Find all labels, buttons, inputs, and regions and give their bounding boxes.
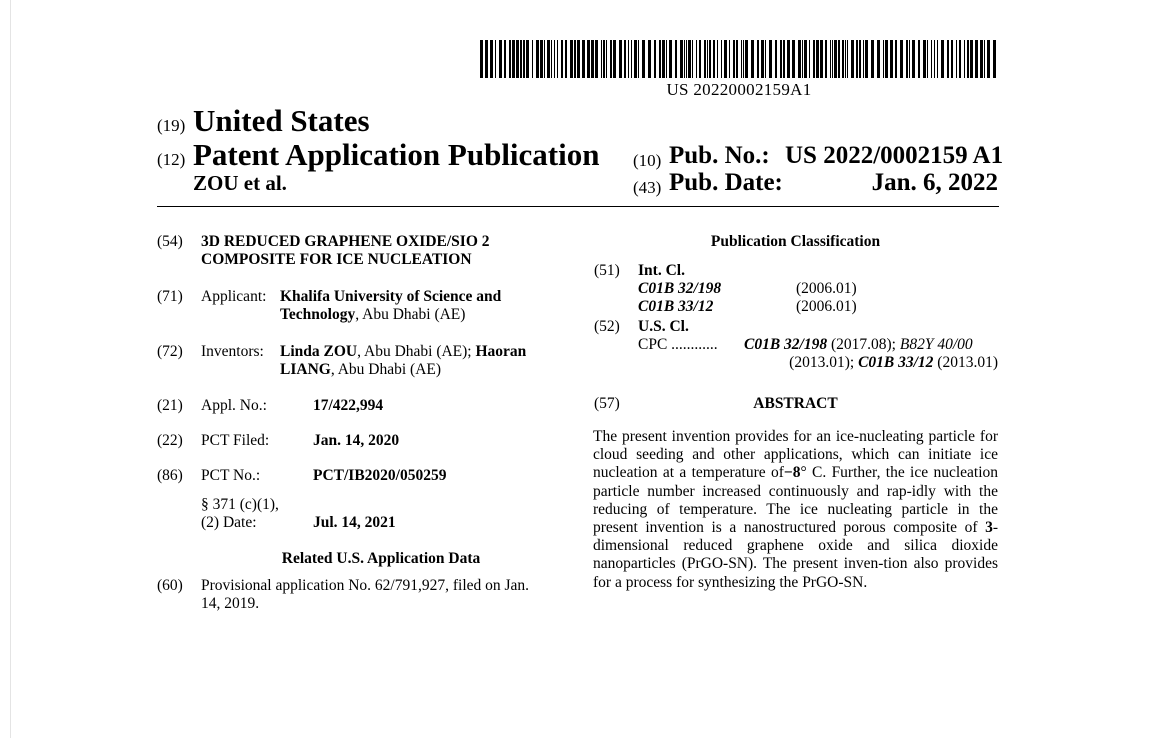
code-43: (43)	[633, 178, 662, 197]
barcode-bar	[582, 40, 585, 78]
barcode-bar	[765, 40, 766, 78]
barcode-bar	[912, 40, 915, 78]
abstract-text	[593, 428, 998, 592]
barcode-bar	[624, 40, 626, 78]
cpc-1-code: C01B 32/198	[744, 336, 828, 353]
abstract-dimension: 3	[985, 519, 993, 537]
barcode-bar	[591, 40, 594, 78]
barcode-bar	[804, 40, 807, 78]
barcode-bar	[900, 40, 903, 78]
barcode-bar	[699, 40, 701, 78]
pct-no-value: PCT/IB2020/050259	[313, 467, 447, 484]
barcode-bar	[688, 40, 691, 78]
appl-no-value: 17/422,994	[313, 397, 384, 414]
barcode-bar	[980, 40, 983, 78]
barcode-bar	[967, 40, 969, 78]
pub-no-value: US 2022/0002159 A1	[785, 142, 1004, 169]
barcode-bar	[751, 40, 754, 78]
provisional-line-1: Provisional application No. 62/791,927, filed on Jan.	[201, 577, 530, 594]
barcode-bar	[721, 40, 722, 78]
barcode-bar	[642, 40, 645, 78]
barcode-bar	[516, 40, 519, 78]
cpc-line-1	[744, 336, 973, 354]
barcode-bar	[993, 40, 996, 78]
barcode-bar	[613, 40, 616, 78]
barcode-bar	[654, 40, 656, 78]
barcode-bar	[606, 40, 607, 78]
inventor-1-name: Linda ZOU	[280, 343, 358, 360]
inventor-2-location: , Abu Dhabi (AE)	[330, 361, 442, 378]
barcode-bar	[554, 40, 555, 78]
applicant-name-line-1: Khalifa University of Science and	[280, 288, 502, 305]
pub-class-heading: Publication Classification	[710, 233, 881, 250]
barcode-bar	[845, 40, 846, 78]
barcode-bar	[557, 40, 558, 78]
code-21: (21)	[157, 397, 183, 414]
pub-date-value: Jan. 6, 2022	[871, 169, 998, 196]
barcode-bar	[603, 40, 605, 78]
barcode-bar	[729, 40, 730, 78]
barcode-bar	[859, 40, 861, 78]
barcode-bar	[909, 40, 910, 78]
barcode-bar	[733, 40, 735, 78]
barcode-bar	[741, 40, 742, 78]
code-22: (22)	[157, 432, 183, 449]
cpc-1-date: (2017.08);	[827, 336, 900, 353]
barcode-bar	[628, 40, 629, 78]
abstract-temperature: −8	[783, 464, 801, 482]
barcode-bar	[927, 40, 928, 78]
title-line-1: 3D REDUCED GRAPHENE OXIDE/SIO 2	[201, 233, 490, 250]
barcode-bar	[947, 40, 949, 78]
barcode-bar	[544, 40, 545, 78]
barcode-bar	[526, 40, 529, 78]
barcode-bar	[895, 40, 897, 78]
abstract-part-1: The present invention provides for an ice-nucleating particle for cloud seeding and other applications, which can initiate ice nucleation at a temperature of	[593, 428, 998, 482]
cpc-2-code: B82Y 40/00	[899, 336, 973, 353]
barcode-bar	[934, 40, 935, 78]
applicant-location: , Abu Dhabi (AE)	[355, 306, 466, 323]
barcode-bar	[885, 40, 888, 78]
inventors-line-1	[280, 343, 526, 361]
barcode-bar	[883, 40, 884, 78]
barcode-bar	[595, 40, 598, 78]
barcode-bar	[956, 40, 957, 78]
barcode-bar	[587, 40, 590, 78]
cpc-3-code: C01B 33/12	[858, 354, 934, 371]
barcode-bar	[820, 40, 823, 78]
barcode-bar	[523, 40, 525, 78]
header-divider	[157, 206, 999, 207]
code-54: (54)	[157, 233, 183, 250]
ipc-1-date: (2006.01)	[796, 280, 857, 297]
ipc-1-code: C01B 32/198	[638, 280, 722, 297]
barcode-bar	[775, 40, 777, 78]
barcode-bar	[659, 40, 661, 78]
appl-no-label: Appl. No.:	[201, 397, 267, 414]
code-10: (10)	[633, 151, 662, 170]
barcode-bar	[842, 40, 844, 78]
barcode-bar	[783, 40, 785, 78]
section-371-line-2: (2) Date:	[201, 514, 257, 531]
barcode-bar	[707, 40, 708, 78]
barcode-bar	[825, 40, 827, 78]
barcode-bar	[736, 40, 738, 78]
barcode-bar	[757, 40, 759, 78]
barcode-bar	[696, 40, 697, 78]
barcode-bar	[813, 40, 815, 78]
barcode-bar	[851, 40, 854, 78]
barcode-bar	[941, 40, 944, 78]
barcode-bar	[856, 40, 858, 78]
barcode-bar	[724, 40, 727, 78]
barcode-bar	[809, 40, 810, 78]
barcode-bar	[648, 40, 651, 78]
applicant-line-2	[280, 306, 465, 324]
barcode-bar	[490, 40, 493, 78]
barcode-bar	[574, 40, 576, 78]
code-52: (52)	[594, 318, 620, 335]
barcode-bar	[816, 40, 819, 78]
pct-filed-value: Jan. 14, 2020	[313, 432, 400, 449]
barcode-bar	[830, 40, 831, 78]
code-86: (86)	[157, 467, 183, 484]
barcode-bar	[504, 40, 506, 78]
barcode-bar	[509, 40, 511, 78]
inventors-line-2	[280, 361, 441, 379]
barcode-bar	[959, 40, 961, 78]
country-title: United States	[193, 103, 370, 138]
barcode-bar	[680, 40, 683, 78]
pct-no-label: PCT No.:	[201, 467, 261, 484]
barcode-bar	[709, 40, 711, 78]
cpc-label: CPC ............	[638, 336, 718, 353]
barcode-bar	[704, 40, 706, 78]
barcode-bar	[662, 40, 665, 78]
barcode-bar	[512, 40, 515, 78]
barcode-bar	[951, 40, 953, 78]
barcode-bar	[984, 40, 985, 78]
inventor-1-location: , Abu Dhabi (AE);	[357, 343, 476, 360]
related-data-heading: Related U.S. Application Data	[281, 550, 481, 567]
barcode-bar	[520, 40, 522, 78]
barcode-bar	[499, 40, 502, 78]
barcode-bar	[970, 40, 973, 78]
cpc-3-date: (2013.01)	[933, 354, 998, 371]
barcode-bar	[565, 40, 567, 78]
code-57: (57)	[594, 395, 620, 412]
abstract-part-3: -dimensional reduced graphene oxide and silica dioxide nanoparticles (PrGO-SN). The present inven-tion also provides for a process for synthesizing the PrGO-SN.	[593, 519, 998, 591]
barcode-bar	[601, 40, 602, 78]
cpc-line-2	[660, 354, 998, 372]
barcode-bar	[610, 40, 612, 78]
inventor-2-last: LIANG	[280, 361, 331, 378]
inventor-short: ZOU et al.	[193, 171, 287, 195]
code-71: (71)	[157, 288, 183, 305]
barcode-bar	[865, 40, 868, 78]
applicant-name-line-2: Technology	[280, 306, 356, 323]
barcode-bar	[834, 40, 837, 78]
section-371-date: Jul. 14, 2021	[313, 514, 396, 531]
barcode-bar	[787, 40, 790, 78]
barcode-bar	[666, 40, 667, 78]
ipc-2-date: (2006.01)	[796, 298, 857, 315]
page-edge	[10, 0, 11, 738]
barcode-bar	[551, 40, 552, 78]
barcode-bar	[536, 40, 539, 78]
barcode-bar	[619, 40, 622, 78]
barcode-bar	[638, 40, 639, 78]
barcode-bar	[480, 40, 483, 78]
barcode-bar	[485, 40, 488, 78]
code-19: (19)	[157, 116, 186, 135]
barcode-bar	[669, 40, 672, 78]
barcode-bar	[802, 40, 803, 78]
cpc-2-date: (2013.01);	[789, 354, 859, 371]
barcode-bar	[495, 40, 496, 78]
barcode-bar	[631, 40, 632, 78]
barcode-bar	[570, 40, 573, 78]
abstract-heading: ABSTRACT	[753, 395, 838, 412]
barcode-bar	[577, 40, 580, 78]
ipc-2-code: C01B 33/12	[638, 298, 714, 315]
barcode-bar	[975, 40, 978, 78]
code-12: (12)	[157, 150, 186, 169]
applicant-label: Applicant:	[201, 288, 267, 305]
barcode-bar	[717, 40, 718, 78]
barcode-bar	[906, 40, 908, 78]
barcode-number: US 20220002159A1	[666, 80, 812, 99]
barcode-bar	[847, 40, 848, 78]
provisional-line-2: 14, 2019.	[201, 595, 260, 612]
barcode-bar	[964, 40, 965, 78]
barcode-bar	[890, 40, 893, 78]
barcode-bar	[780, 40, 782, 78]
pub-no-label: Pub. No.:	[669, 142, 770, 169]
barcode-image	[480, 40, 998, 78]
barcode-bar	[761, 40, 764, 78]
int-cl-label: Int. Cl.	[638, 262, 685, 279]
barcode-bar	[798, 40, 801, 78]
barcode-bar	[532, 40, 533, 78]
barcode-bar	[713, 40, 715, 78]
barcode-bar	[769, 40, 772, 78]
us-cl-label: U.S. Cl.	[638, 318, 689, 335]
barcode-bar	[684, 40, 685, 78]
barcode-bar	[686, 40, 687, 78]
barcode-bar	[871, 40, 874, 78]
barcode-bar	[540, 40, 543, 78]
code-60: (60)	[157, 577, 183, 594]
barcode-bar	[832, 40, 833, 78]
barcode-bar	[838, 40, 840, 78]
barcode-bar	[675, 40, 677, 78]
barcode-bar	[987, 40, 990, 78]
barcode-bar	[561, 40, 563, 78]
barcode-bar	[547, 40, 550, 78]
barcode-bar	[931, 40, 932, 78]
barcode-bar	[918, 40, 920, 78]
barcode-bar	[745, 40, 748, 78]
code-72: (72)	[157, 343, 183, 360]
inventors-label: Inventors:	[201, 343, 264, 360]
barcode-bar	[923, 40, 926, 78]
barcode-bar	[863, 40, 864, 78]
pub-date-label: Pub. Date:	[669, 169, 783, 196]
barcode-bar	[877, 40, 880, 78]
barcode-bar	[692, 40, 693, 78]
barcode-bar	[792, 40, 795, 78]
pct-filed-label: PCT Filed:	[201, 432, 270, 449]
section-371-line-1: § 371 (c)(1),	[201, 496, 279, 513]
inventor-2-first: Haoran	[475, 343, 527, 360]
barcode-bar	[634, 40, 637, 78]
barcode-bar	[743, 40, 744, 78]
document-type-title: Patent Application Publication	[193, 137, 600, 172]
barcode-bar	[937, 40, 938, 78]
title-line-2: COMPOSITE FOR ICE NUCLEATION	[201, 251, 472, 268]
code-51: (51)	[594, 262, 620, 279]
abstract-part-2: ° C. Further, the ice nucleation particle number increased continuously and rap-idly with the reducing of temperature. The ice nucleating particle in the present invention is a nanostructured porous composite of	[593, 464, 999, 537]
